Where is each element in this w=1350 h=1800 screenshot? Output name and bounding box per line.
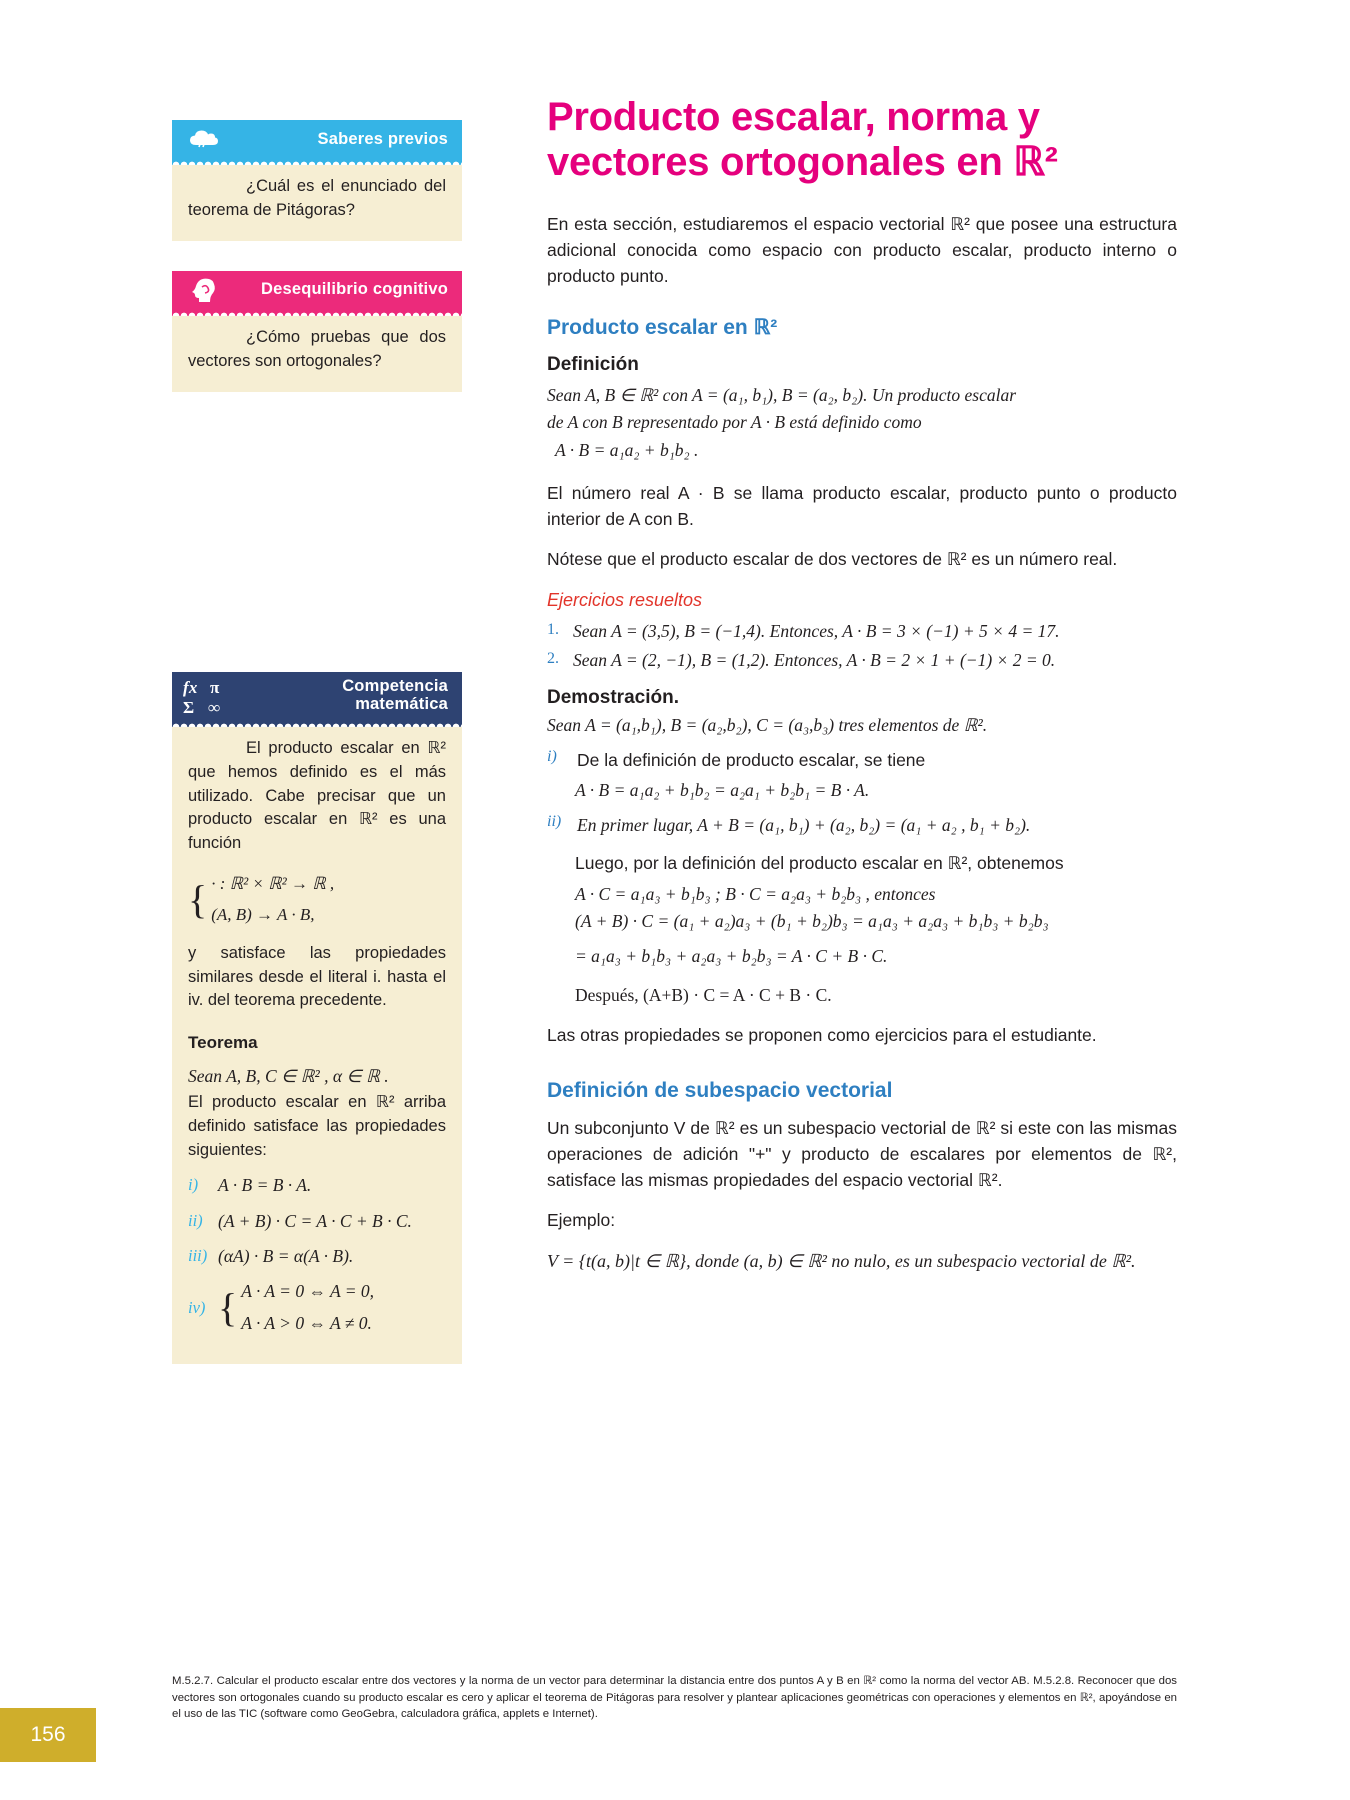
teorema-property-i	[188, 1173, 446, 1198]
demo-item-i	[547, 748, 1177, 773]
wave-divider-navy	[172, 720, 462, 727]
demo-item-ii	[547, 813, 1177, 838]
ejercicio-1-num: 1.	[547, 621, 559, 639]
definicion-line-2: de A con B representado por A · B está definido como	[547, 412, 922, 433]
sidebar-column	[172, 120, 462, 1394]
ejercicios-resueltos-label: Ejercicios resueltos	[547, 590, 703, 611]
saberes-previos-header	[172, 120, 462, 158]
demo-ii-equation-2: (A + B) · C = (a₁ + a₂)a₃ + (b₁ + b₂)b₃ = a₁a₃ + a₂a₃ + b₁b₃ + b₂b₃	[575, 911, 1049, 932]
subespacio-paragraph: Un subconjunto V de ℝ² es un subespacio vectorial de ℝ² si este con las mismas operaciones de adición "+" y producto de escalares por elementos de ℝ², satisface las mismas propiedades del espacio vectorial ℝ².	[547, 1117, 1177, 1191]
prop-ii-text: (A + B) · C = A · C + B · C.	[218, 1210, 412, 1231]
competencia-func-line2: (A, B) → A · B,	[211, 904, 315, 924]
wave-divider-pink	[172, 309, 462, 316]
ejercicios-list	[547, 621, 1177, 671]
demo-ii-luego: Luego, por la definición del producto escalar en ℝ², obtenemos	[575, 853, 1064, 874]
svg-text:∞: ∞	[208, 697, 221, 717]
competencia-title-line2: matemática	[355, 694, 448, 713]
desequilibrio-cognitivo-box	[172, 271, 462, 392]
ejercicio-item-2	[547, 650, 1177, 671]
desequilibrio-cognitivo-title: Desequilibrio cognitivo	[260, 280, 448, 299]
paragraph-otras-propiedades: Las otras propiedades se proponen como ejercicios para el estudiante.	[547, 1025, 1097, 1046]
intro-paragraph: En esta sección, estudiaremos el espacio vectorial ℝ² que posee una estructura adicional conocida como espacio con producto escalar, producto interno o producto punto.	[547, 213, 1177, 287]
page-title: Producto escalar, norma y vectores ortogonales en ℝ²	[547, 95, 1058, 184]
teorema-title: Teorema	[188, 1033, 258, 1053]
svg-text:Σ: Σ	[183, 697, 195, 717]
teorema-intro-line1: Sean A, B, C ∈ ℝ² , α ∈ ℝ .	[188, 1065, 389, 1086]
cloud-icon	[172, 120, 236, 158]
competencia-matematica-box	[172, 672, 462, 1364]
paragraph-numero-real: El número real A · B se llama producto escalar, producto punto o producto interior de A con B.	[547, 482, 1177, 529]
ejemplo-label: Ejemplo:	[547, 1210, 616, 1231]
teorema-property-iv	[188, 1279, 446, 1336]
main-content-column	[547, 95, 1177, 1289]
demo-ii-despues: Después, (A+B) · C = A · C + B · C.	[575, 985, 832, 1006]
demo-i-text: De la definición de producto escalar, se tiene	[577, 750, 926, 771]
math-symbols-icon	[172, 672, 246, 720]
prop-i-num: i)	[188, 1175, 199, 1195]
competencia-paragraph-1: El producto escalar en ℝ² que hemos definido es el más utilizado. Cabe precisar que un producto escalar en ℝ² es una función	[188, 738, 446, 853]
teorema-property-iii	[188, 1244, 446, 1269]
saberes-previos-box	[172, 120, 462, 241]
competencia-function-block	[188, 872, 446, 927]
svg-text:π: π	[210, 677, 220, 697]
head-thinking-icon	[172, 271, 236, 309]
demostracion-intro: Sean A = (a₁,b₁), B = (a₂,b₂), C = (a₃,b₃) tres elementos de ℝ².	[547, 715, 988, 736]
ejercicio-item-1	[547, 621, 1177, 642]
demo-ii-text: En primer lugar, A + B = (a₁, b₁) + (a₂, b₂) = (a₁ + a₂ , b₁ + b₂).	[577, 814, 1031, 835]
left-brace: {	[188, 876, 208, 922]
prop-i-text: A · B = B · A.	[218, 1175, 312, 1196]
teorema-intro-line2: El producto escalar en ℝ² arriba definido satisface las propiedades siguientes:	[188, 1093, 446, 1160]
ejercicio-2-num: 2.	[547, 650, 559, 668]
saberes-previos-text: ¿Cuál es el enunciado del teorema de Pitágoras?	[188, 177, 446, 219]
demo-ii-equation-3: = a₁a₃ + b₁b₃ + a₂a₃ + b₂b₃ = A · C + B · C.	[575, 946, 888, 967]
prop-iv-line2: A · A > 0 ⇔ A ≠ 0.	[241, 1312, 372, 1333]
competencia-paragraph-2: y satisface las propiedades similares desde el literal i. hasta el iv. del teorema precedente.	[188, 943, 446, 1010]
saberes-previos-title: Saberes previos	[317, 129, 448, 148]
demo-i-num: i)	[547, 748, 557, 766]
prop-iv-num: iv)	[188, 1297, 206, 1317]
ejercicio-2-text: Sean A = (2, −1), B = (1,2). Entonces, A · B = 2 × 1 + (−1) × 2 = 0.	[573, 650, 1056, 671]
competencia-matematica-header	[172, 672, 462, 720]
page-number: 156	[0, 1708, 96, 1762]
wave-divider-blue	[172, 158, 462, 165]
paragraph-notese: Nótese que el producto escalar de dos vectores de ℝ² es un número real.	[547, 549, 1118, 570]
ejemplo-text: V = {t(a, b)|t ∈ ℝ}, donde (a, b) ∈ ℝ² no nulo, es un subespacio vectorial de ℝ².	[547, 1250, 1136, 1271]
definicion-line-1: Sean A, B ∈ ℝ² con A = (a₁, b₁), B = (a₂, b₂). Un producto escalar	[547, 385, 1017, 406]
prop-iv-line1: A · A = 0 ⇔ A = 0,	[241, 1281, 375, 1302]
footer-standards-text: M.5.2.7. Calcular el producto escalar entre dos vectores y la norma de un vector para determinar la distancia entre dos puntos A y B en ℝ² como la norma del vector AB. M.5.2.8. Reconocer que dos vectores son ortogonales cuando su producto escalar es cero y aplicar el teorema de Pitágoras para resolver y plantear aplicaciones geométricas con operaciones y elementos en ℝ², apoyándose en el uso de las TIC (software como GeoGebra, calculadora gráfica, applets e Internet).	[172, 1675, 1177, 1720]
left-brace-2: {	[218, 1284, 238, 1330]
desequilibrio-cognitivo-text: ¿Cómo pruebas que dos vectores son ortogonales?	[188, 327, 446, 370]
definicion-line-3: A · B = a₁a₂ + b₁b₂ .	[555, 439, 699, 460]
svg-text:fx: fx	[183, 677, 198, 697]
ejercicio-1-text: Sean A = (3,5), B = (−1,4). Entonces, A · B = 3 × (−1) + 5 × 4 = 17.	[573, 621, 1060, 642]
demo-i-equation: A · B = a₁a₂ + b₁b₂ = a₂a₁ + b₂b₁ = B · A.	[575, 779, 870, 800]
prop-iii-text: (αA) · B = α(A · B).	[218, 1245, 354, 1266]
demostracion-label: Demostración.	[547, 687, 679, 709]
definicion-label: Definición	[547, 354, 639, 376]
prop-iii-num: iii)	[188, 1245, 208, 1265]
section-heading-producto-escalar: Producto escalar en ℝ²	[547, 316, 778, 340]
prop-ii-num: ii)	[188, 1210, 203, 1230]
desequilibrio-cognitivo-header	[172, 271, 462, 309]
demo-ii-equation-1: A · C = a₁a₃ + b₁b₃ ; B · C = a₂a₃ + b₂b₃ , entonces	[575, 884, 936, 905]
competencia-title-line1: Competencia	[342, 677, 448, 696]
demo-ii-num: ii)	[547, 812, 562, 830]
teorema-property-ii	[188, 1209, 446, 1234]
section-heading-subespacio: Definición de subespacio vectorial	[547, 1078, 893, 1102]
competencia-func-line1: · : ℝ² × ℝ² → ℝ ,	[211, 874, 335, 894]
